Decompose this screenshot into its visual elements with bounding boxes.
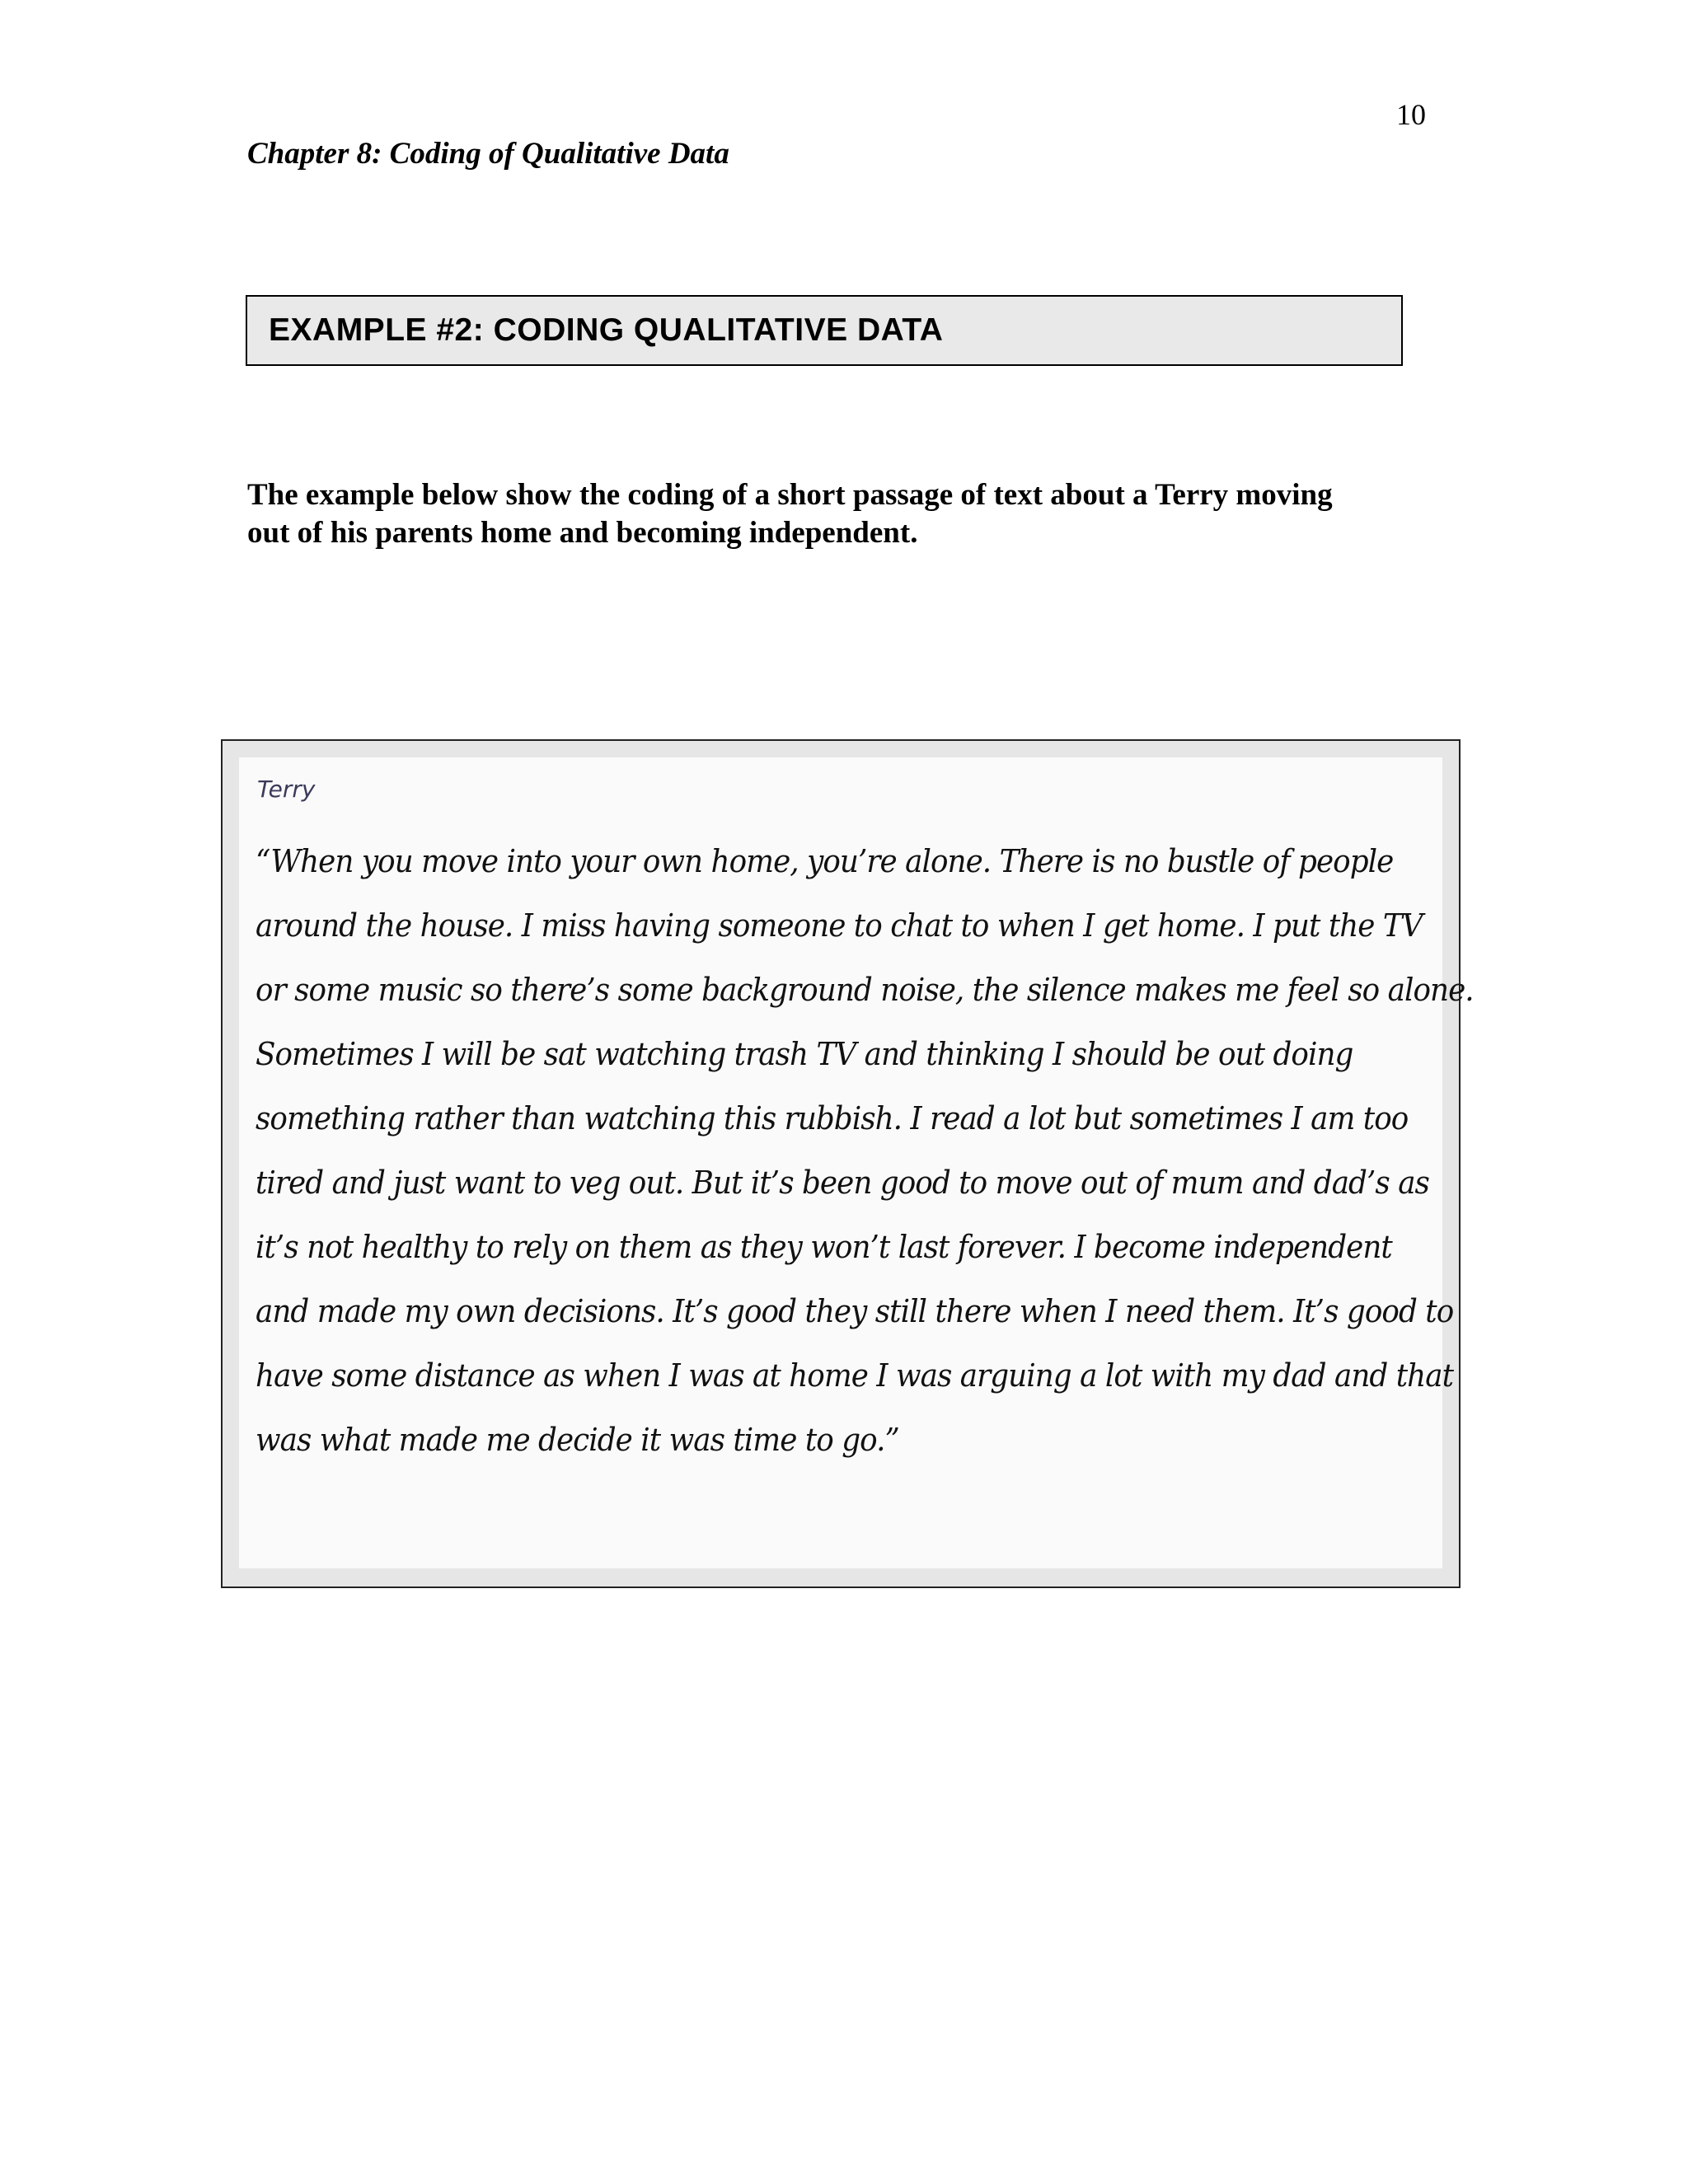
quote-line: around the house. I miss having someone to chat to when I get home. I put the TV [256,907,1423,944]
intro-line: The example below show the coding of a short passage of text about a Terry moving [247,478,1333,512]
quote-line: it’s not healthy to rely on them as they won’t last forever. I become independent [256,1229,1392,1265]
quote-line: have some distance as when I was at home I was arguing a lot with my dad and that [256,1357,1454,1394]
quote-line: or some music so there’s some background noise, the silence makes me feel so alone. [256,972,1474,1008]
quote-line: something rather than watching this rubbish. I read a lot but sometimes I am too [256,1100,1409,1137]
intro-line: out of his parents home and becoming independent. [247,516,918,550]
quote-line: tired and just want to veg out. But it’s been good to move out of mum and dad’s as [256,1165,1429,1201]
passage-content [239,757,1474,1568]
quote-line: and made my own decisions. It’s good they still there when I need them. It’s good to [256,1293,1454,1329]
speaker-name: Terry [257,776,316,803]
quote-line: was what made me decide it was time to go.” [256,1422,899,1458]
example-title: EXAMPLE #2: CODING QUALITATIVE DATA [269,312,944,348]
quote-line: “When you move into your own home, you’re alone. There is no bustle of people [256,843,1394,879]
passage-frame [221,739,1474,1588]
page-number: 10 [1396,98,1426,131]
intro-paragraph [247,476,1451,552]
quote-line: Sometimes I will be sat watching trash TV and thinking I should be out doing [256,1036,1353,1072]
example-title-box [246,295,1403,366]
quote-text [256,829,1474,1472]
chapter-heading: Chapter 8: Coding of Qualitative Data [247,137,729,171]
